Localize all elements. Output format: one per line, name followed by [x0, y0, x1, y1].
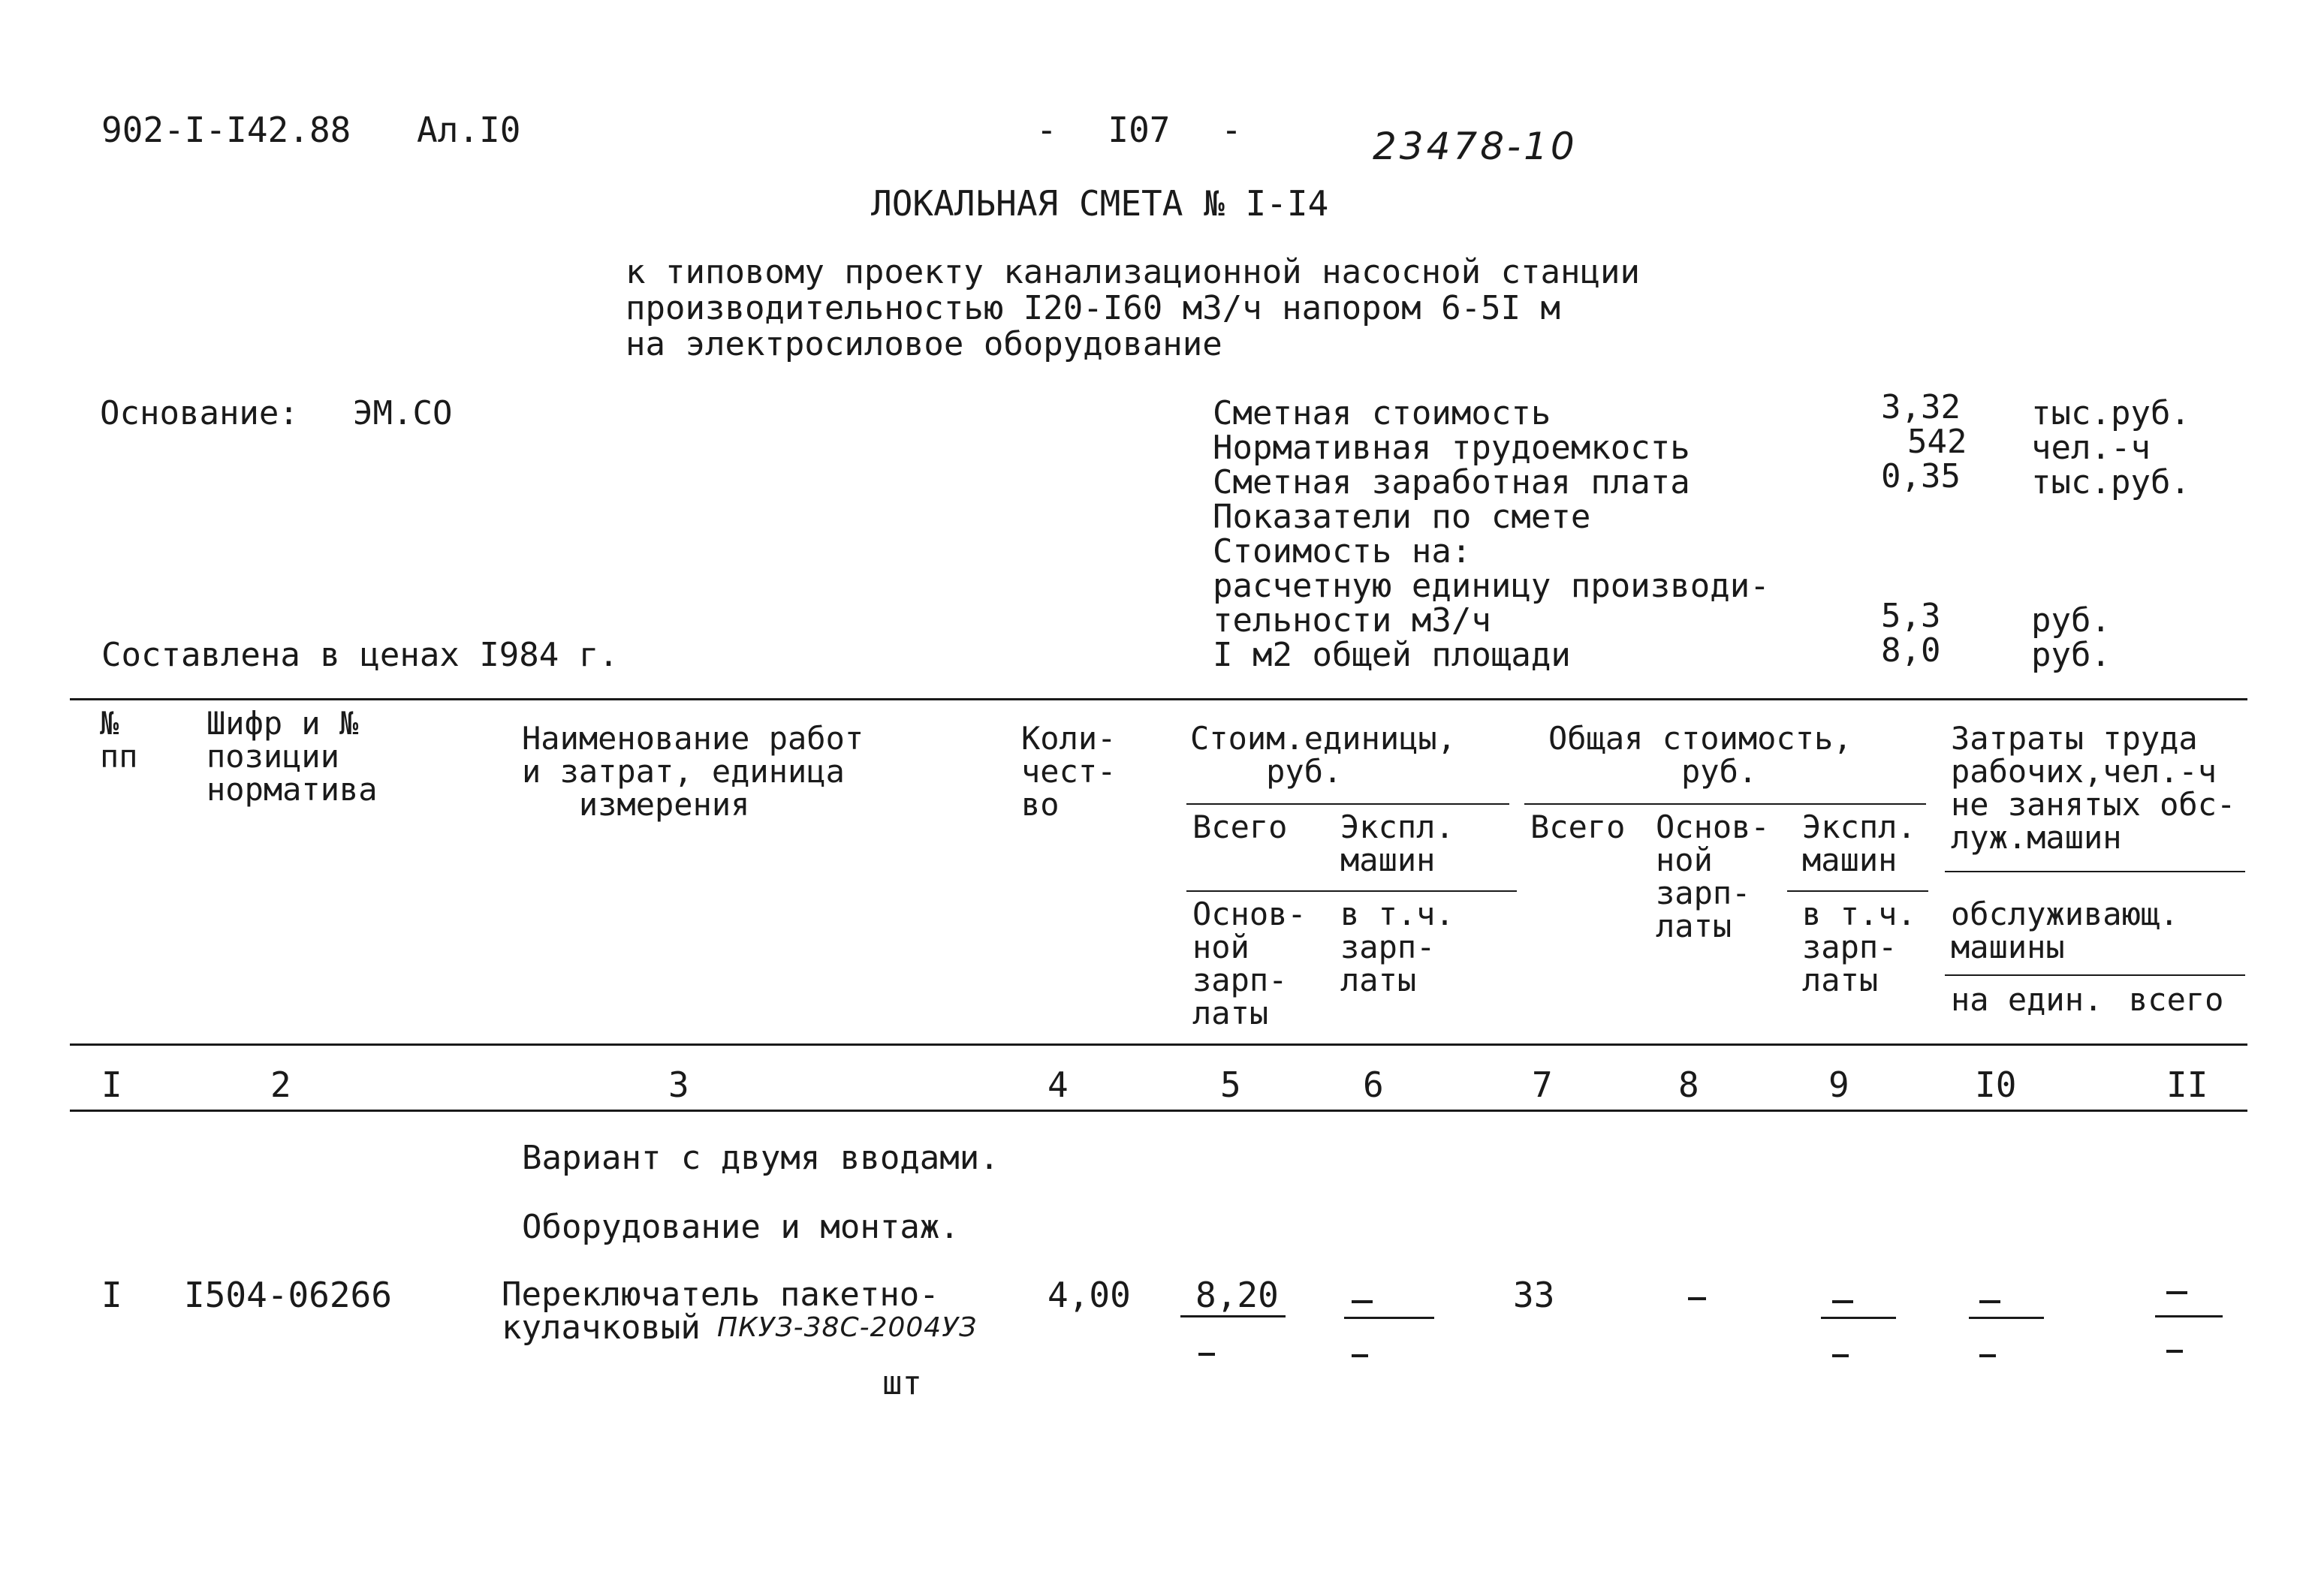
dash-mark [2166, 1350, 2183, 1353]
header-unit-cost: Стоим.единицы, руб. [1190, 720, 1457, 790]
dash-mark [1979, 1300, 2000, 1303]
header-qty: Коли- чест- во [1021, 720, 1117, 823]
document-title: ЛОКАЛЬНАЯ СМЕТА № I-I4 [871, 183, 1329, 224]
summary-label: расчетную единицу производи- [1213, 567, 1770, 605]
document-code: 902-I-I42.88 [101, 110, 351, 150]
row-name-line1: Переключатель пакетно- [502, 1275, 939, 1314]
summary-label: Стоимость на: [1213, 532, 1472, 571]
header-labor-total: всего [2129, 981, 2224, 1018]
summary-label: Сметная стоимость [1213, 394, 1551, 432]
handwritten-number: 23478-10 [1373, 125, 1578, 168]
summary-label: I м2 общей площади [1213, 636, 1571, 674]
column-number: I0 [1975, 1065, 2017, 1105]
dash-mark [1832, 1300, 1853, 1303]
header-total-cost: Общая стоимость, руб. [1548, 720, 1852, 790]
header-total-incl-wage: в т.ч. зарп- латы [1802, 896, 1916, 998]
table-numbers-bottom-rule [70, 1110, 2247, 1112]
table-header-bottom-rule [70, 1043, 2247, 1046]
column-number: I [101, 1065, 122, 1105]
column-number: II [2166, 1065, 2208, 1105]
row-name-line2: кулачковый [502, 1308, 701, 1347]
summary-unit: тыс.руб. [2031, 394, 2190, 432]
column-number: 8 [1678, 1065, 1699, 1105]
header-total-total: Всего [1530, 809, 1626, 845]
row-name-handwritten: ПКУЗ-38С-2004УЗ [717, 1312, 978, 1343]
summary-unit: тыс.руб. [2031, 463, 2190, 501]
row-qty: 4,00 [1047, 1275, 1131, 1315]
header-total-machines: Экспл. машин [1802, 809, 1916, 878]
column-number: 6 [1363, 1065, 1384, 1105]
summary-value: 0,35 [1881, 457, 1961, 495]
album-number: Ал.I0 [417, 110, 521, 150]
dash-mark [1198, 1353, 1215, 1356]
dash-mark [1688, 1297, 1706, 1300]
dash-mark [1352, 1354, 1368, 1357]
page-number: - I07 - [1036, 110, 1242, 150]
summary-label: Сметная заработная плата [1213, 463, 1690, 501]
dash-mark [1832, 1354, 1849, 1357]
header-labor-serving: обслуживающ. машины [1951, 896, 2179, 965]
rule-under-unit-cost [1186, 803, 1509, 805]
section-equipment: Оборудование и монтаж. [522, 1208, 960, 1246]
header-labor-per-unit: на един. [1951, 981, 2103, 1018]
dash-mark [2166, 1291, 2187, 1294]
rule-under-labor-serving [1945, 974, 2245, 976]
header-unit-total: Всего [1192, 809, 1288, 845]
header-labor: Затраты труда рабочих,чел.-ч не занятых обс- луж.машин [1951, 720, 2236, 856]
subtitle-line-2: производительностью I20-I60 м3/ч напором 6-5I м [625, 289, 1561, 327]
fraction-bar [1821, 1317, 1896, 1319]
column-number: 5 [1220, 1065, 1241, 1105]
header-no: № пп [100, 705, 138, 775]
row-unit: шт [882, 1364, 922, 1402]
header-name: Наименование работ и затрат, единица измерения [522, 720, 864, 823]
rule-under-unit-top [1186, 890, 1517, 892]
rule-under-total-cost [1524, 803, 1926, 805]
rule-under-labor [1945, 871, 2245, 872]
header-total-base-wage: Основ- ной зарп- латы [1656, 809, 1770, 944]
subtitle-line-1: к типовому проекту канализационной насосной станции [625, 253, 1641, 291]
summary-label: Показатели по смете [1213, 498, 1591, 536]
summary-value: 8,0 [1881, 631, 1941, 670]
header-unit-base-wage: Основ- ной зарп- латы [1192, 896, 1307, 1031]
row-no: I [101, 1275, 122, 1315]
row-total-total: 33 [1513, 1275, 1555, 1315]
column-number: 7 [1532, 1065, 1553, 1105]
basis-label: Основание: [100, 394, 299, 432]
table-top-rule [70, 698, 2247, 700]
dash-mark [1979, 1354, 1996, 1357]
basis-value: ЭМ.СО [353, 394, 453, 432]
summary-label: тельности м3/ч [1213, 601, 1491, 640]
summary-unit: руб. [2031, 636, 2111, 674]
row-code: I504-06266 [184, 1275, 392, 1315]
column-number: 2 [270, 1065, 291, 1105]
summary-unit: руб. [2031, 601, 2111, 640]
dash-mark [1352, 1300, 1373, 1303]
column-number: 9 [1828, 1065, 1849, 1105]
fraction-bar [1969, 1317, 2044, 1319]
header-code: Шифр и № позиции норматива [206, 705, 378, 808]
prices-note: Составлена в ценах I984 г. [101, 636, 619, 674]
header-unit-incl-wage: в т.ч. зарп- латы [1340, 896, 1454, 998]
summary-value: 5,3 [1881, 597, 1941, 635]
rule-under-total-machines [1787, 890, 1928, 892]
row-unit-total: 8,20 [1195, 1275, 1279, 1315]
summary-value: 542 [1907, 423, 1967, 461]
fraction-bar [1344, 1317, 1434, 1319]
summary-label: Нормативная трудоемкость [1213, 429, 1690, 467]
subtitle-line-3: на электросиловое оборудование [625, 325, 1222, 363]
summary-value: 3,32 [1881, 388, 1961, 426]
fraction-bar [1180, 1315, 1286, 1317]
header-unit-machines: Экспл. машин [1340, 809, 1454, 878]
section-variant: Вариант с двумя вводами. [522, 1139, 999, 1177]
column-number: 3 [668, 1065, 689, 1105]
fraction-bar [2155, 1315, 2223, 1317]
column-number: 4 [1047, 1065, 1069, 1105]
summary-unit: чел.-ч [2031, 429, 2151, 467]
